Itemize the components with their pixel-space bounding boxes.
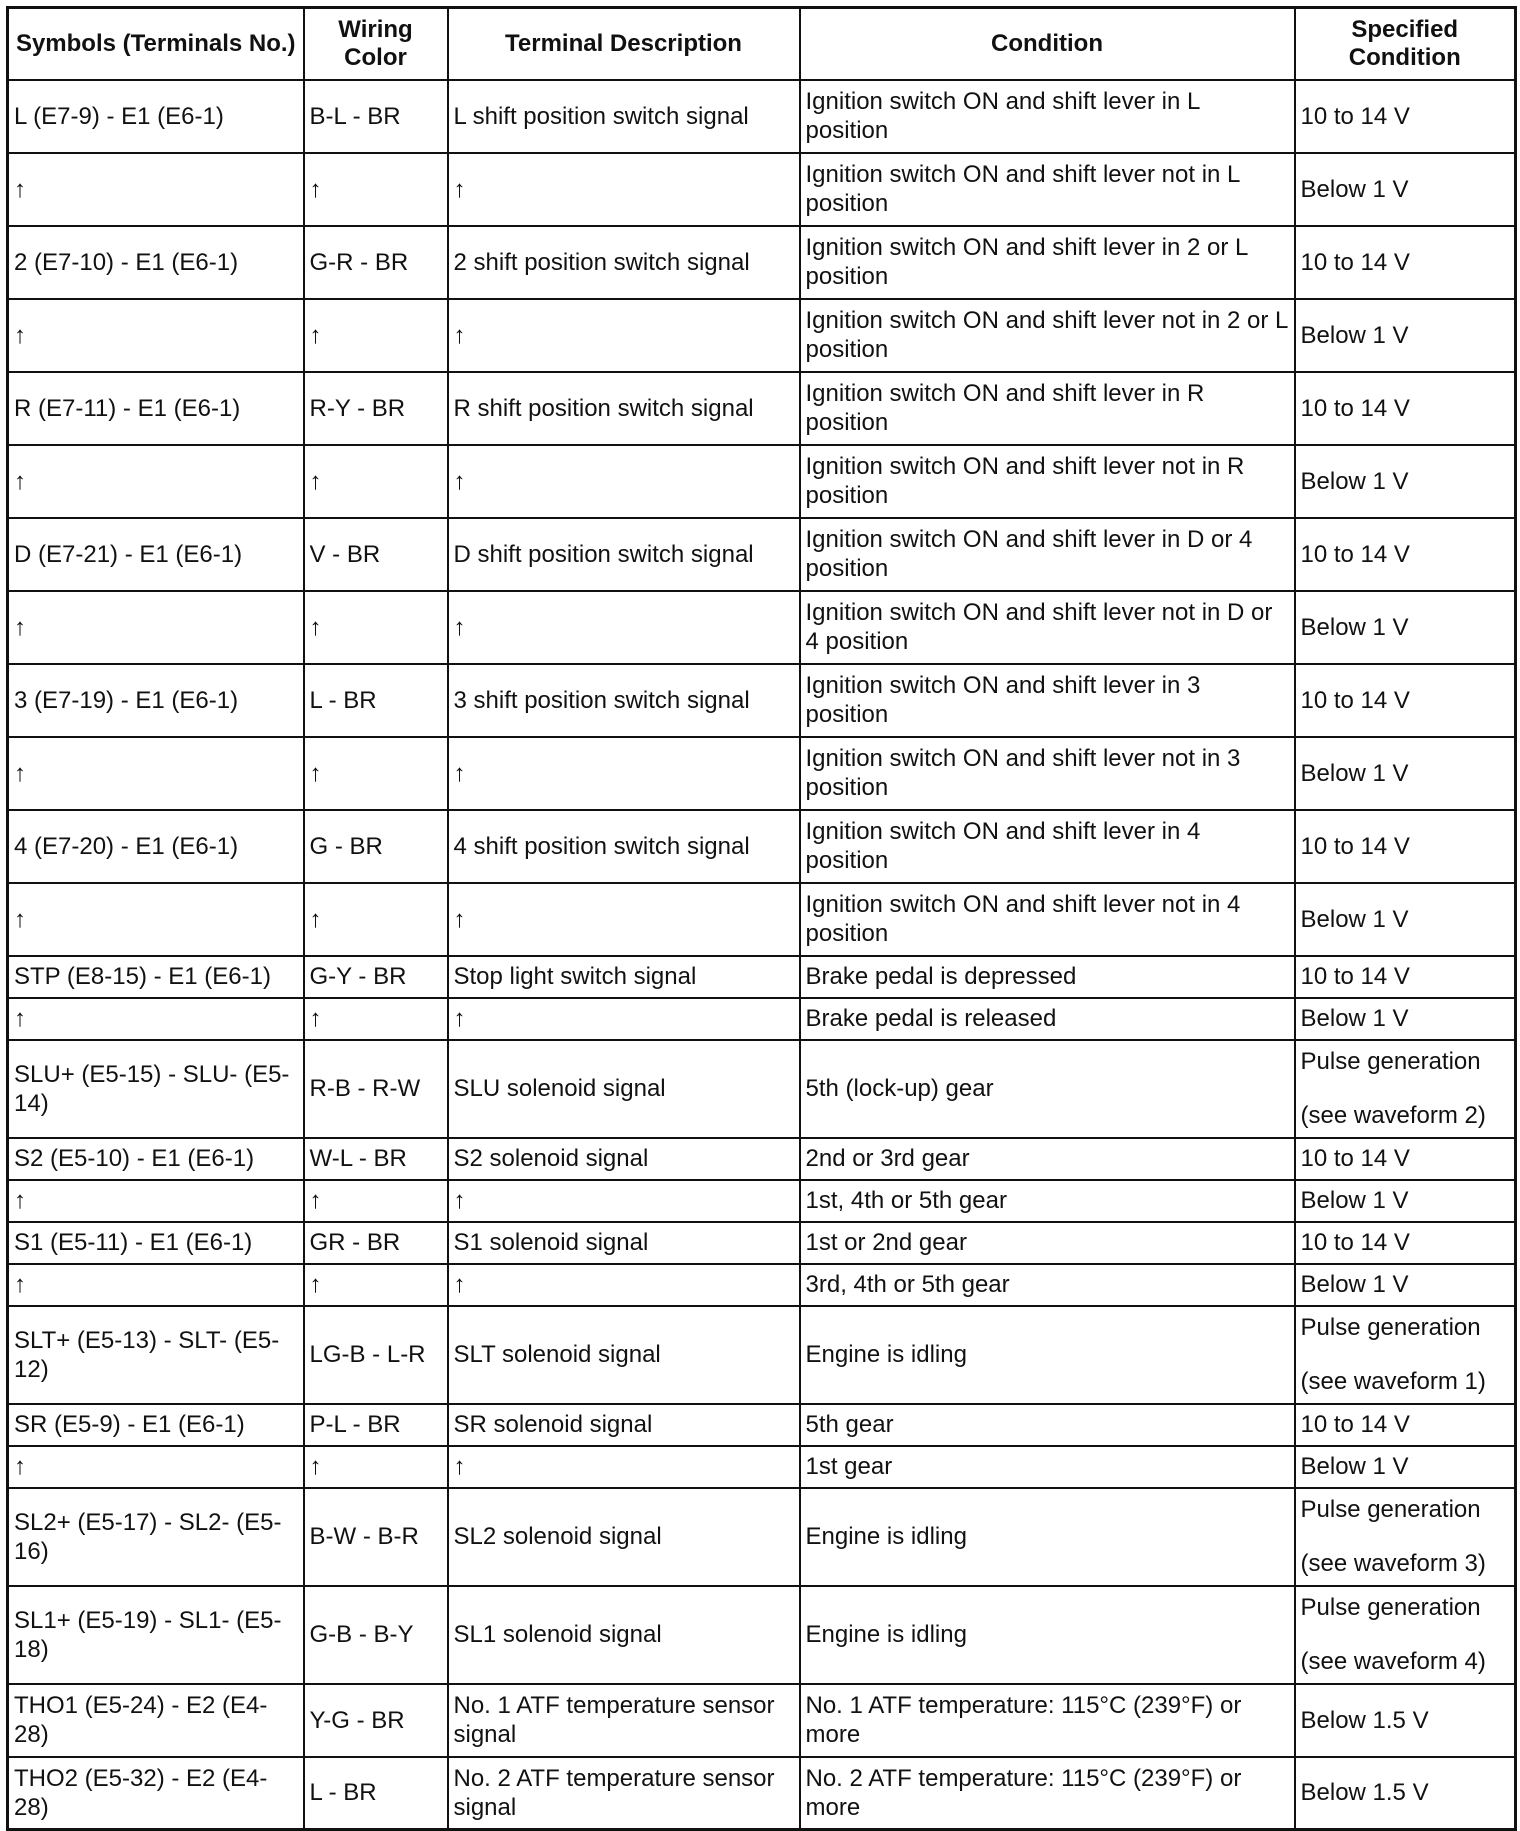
table-row [8, 518, 1516, 591]
cell-condition: Ignition switch ON and shift lever in L position [800, 80, 1295, 153]
cell-description: R shift position switch signal [448, 372, 800, 445]
header-row [8, 8, 1516, 80]
cell-wiring: L - BR [304, 664, 448, 737]
header-symbols: Symbols (Terminals No.) [8, 8, 304, 80]
cell-condition: Ignition switch ON and shift lever in D or 4 position [800, 518, 1295, 591]
cell-wiring: P-L - BR [304, 1404, 448, 1446]
cell-specified [1295, 1488, 1516, 1586]
table-row [8, 1306, 1516, 1404]
cell-wiring: ↑ [304, 998, 448, 1040]
cell-condition: Engine is idling [800, 1586, 1295, 1684]
cell-wiring: G-B - B-Y [304, 1586, 448, 1684]
table-row [8, 1264, 1516, 1306]
cell-condition: 5th (lock-up) gear [800, 1040, 1295, 1138]
table-row [8, 80, 1516, 153]
table-row [8, 998, 1516, 1040]
cell-specified: 10 to 14 V [1295, 1138, 1516, 1180]
cell-symbols: S1 (E5-11) - E1 (E6-1) [8, 1222, 304, 1264]
cell-specified: Below 1 V [1295, 445, 1516, 518]
cell-condition: No. 1 ATF temperature: 115°C (239°F) or more [800, 1684, 1295, 1757]
cell-wiring: ↑ [304, 445, 448, 518]
cell-condition: 2nd or 3rd gear [800, 1138, 1295, 1180]
cell-symbols: STP (E8-15) - E1 (E6-1) [8, 956, 304, 998]
cell-symbols: S2 (E5-10) - E1 (E6-1) [8, 1138, 304, 1180]
table-row [8, 1488, 1516, 1586]
cell-symbols: ↑ [8, 883, 304, 956]
cell-specified: Below 1 V [1295, 998, 1516, 1040]
ecm-terminal-table [6, 6, 1517, 1831]
cell-condition: Ignition switch ON and shift lever in 3 position [800, 664, 1295, 737]
table-row [8, 1138, 1516, 1180]
cell-description: ↑ [448, 591, 800, 664]
cell-symbols: 3 (E7-19) - E1 (E6-1) [8, 664, 304, 737]
cell-specified: 10 to 14 V [1295, 1404, 1516, 1446]
cell-wiring: ↑ [304, 883, 448, 956]
specified-line-1: Pulse generation [1300, 1496, 1481, 1523]
cell-condition: Ignition switch ON and shift lever not in 4 position [800, 883, 1295, 956]
cell-condition: Ignition switch ON and shift lever in 2 or L position [800, 226, 1295, 299]
cell-specified: Below 1 V [1295, 299, 1516, 372]
cell-description: 3 shift position switch signal [448, 664, 800, 737]
table-row [8, 1222, 1516, 1264]
cell-condition: Ignition switch ON and shift lever in 4 position [800, 810, 1295, 883]
cell-symbols: D (E7-21) - E1 (E6-1) [8, 518, 304, 591]
cell-symbols: ↑ [8, 445, 304, 518]
cell-condition: Ignition switch ON and shift lever not in L position [800, 153, 1295, 226]
cell-wiring: G - BR [304, 810, 448, 883]
cell-condition: 3rd, 4th or 5th gear [800, 1264, 1295, 1306]
cell-description: ↑ [448, 1264, 800, 1306]
cell-description: No. 1 ATF temperature sensor signal [448, 1684, 800, 1757]
cell-symbols: THO1 (E5-24) - E2 (E4-28) [8, 1684, 304, 1757]
cell-symbols: ↑ [8, 1446, 304, 1488]
cell-condition: Ignition switch ON and shift lever not in 2 or L position [800, 299, 1295, 372]
cell-specified: 10 to 14 V [1295, 80, 1516, 153]
cell-condition: Brake pedal is released [800, 998, 1295, 1040]
cell-specified: Below 1 V [1295, 153, 1516, 226]
cell-wiring: R-B - R-W [304, 1040, 448, 1138]
cell-specified: Below 1 V [1295, 883, 1516, 956]
cell-specified: 10 to 14 V [1295, 518, 1516, 591]
table-row [8, 299, 1516, 372]
table-row [8, 1757, 1516, 1830]
cell-symbols: R (E7-11) - E1 (E6-1) [8, 372, 304, 445]
cell-wiring: B-W - B-R [304, 1488, 448, 1586]
table-row [8, 591, 1516, 664]
cell-specified: Below 1.5 V [1295, 1684, 1516, 1757]
cell-condition: Ignition switch ON and shift lever in R position [800, 372, 1295, 445]
cell-condition: Ignition switch ON and shift lever not in D or 4 position [800, 591, 1295, 664]
cell-wiring: GR - BR [304, 1222, 448, 1264]
cell-specified: Below 1 V [1295, 1264, 1516, 1306]
cell-symbols: ↑ [8, 153, 304, 226]
cell-description: SL1 solenoid signal [448, 1586, 800, 1684]
cell-condition: Ignition switch ON and shift lever not in R position [800, 445, 1295, 518]
cell-wiring: L - BR [304, 1757, 448, 1830]
cell-wiring: ↑ [304, 299, 448, 372]
cell-wiring: ↑ [304, 1446, 448, 1488]
cell-wiring: LG-B - L-R [304, 1306, 448, 1404]
table-row [8, 737, 1516, 810]
cell-specified: 10 to 14 V [1295, 226, 1516, 299]
cell-specified: 10 to 14 V [1295, 810, 1516, 883]
cell-description: SR solenoid signal [448, 1404, 800, 1446]
cell-symbols: ↑ [8, 1264, 304, 1306]
cell-description: SLU solenoid signal [448, 1040, 800, 1138]
table-row [8, 372, 1516, 445]
cell-description: ↑ [448, 883, 800, 956]
cell-symbols: 2 (E7-10) - E1 (E6-1) [8, 226, 304, 299]
cell-wiring: ↑ [304, 1180, 448, 1222]
table-row [8, 883, 1516, 956]
cell-symbols: SL1+ (E5-19) - SL1- (E5-18) [8, 1586, 304, 1684]
cell-specified [1295, 1040, 1516, 1138]
cell-description: 2 shift position switch signal [448, 226, 800, 299]
specified-line-2: (see waveform 4) [1300, 1648, 1486, 1675]
cell-symbols: ↑ [8, 1180, 304, 1222]
cell-description: ↑ [448, 1180, 800, 1222]
cell-specified [1295, 1586, 1516, 1684]
cell-wiring: R-Y - BR [304, 372, 448, 445]
cell-wiring: G-Y - BR [304, 956, 448, 998]
cell-condition: 1st or 2nd gear [800, 1222, 1295, 1264]
table-row [8, 664, 1516, 737]
cell-description: ↑ [448, 445, 800, 518]
cell-wiring: W-L - BR [304, 1138, 448, 1180]
cell-description: ↑ [448, 1446, 800, 1488]
cell-symbols: SL2+ (E5-17) - SL2- (E5-16) [8, 1488, 304, 1586]
table-row [8, 1586, 1516, 1684]
cell-symbols: ↑ [8, 998, 304, 1040]
specified-line-2: (see waveform 3) [1300, 1550, 1486, 1577]
cell-description: Stop light switch signal [448, 956, 800, 998]
cell-specified: Below 1 V [1295, 1180, 1516, 1222]
specified-line-1: Pulse generation [1300, 1314, 1481, 1341]
cell-condition: No. 2 ATF temperature: 115°C (239°F) or more [800, 1757, 1295, 1830]
cell-wiring: B-L - BR [304, 80, 448, 153]
table-row [8, 1040, 1516, 1138]
cell-description: ↑ [448, 153, 800, 226]
cell-description: ↑ [448, 299, 800, 372]
cell-condition: 1st, 4th or 5th gear [800, 1180, 1295, 1222]
cell-description: SL2 solenoid signal [448, 1488, 800, 1586]
cell-wiring: ↑ [304, 591, 448, 664]
cell-wiring: V - BR [304, 518, 448, 591]
cell-description: S1 solenoid signal [448, 1222, 800, 1264]
cell-symbols: SR (E5-9) - E1 (E6-1) [8, 1404, 304, 1446]
cell-description: 4 shift position switch signal [448, 810, 800, 883]
cell-specified: 10 to 14 V [1295, 372, 1516, 445]
cell-description: L shift position switch signal [448, 80, 800, 153]
cell-symbols: ↑ [8, 737, 304, 810]
cell-condition: 1st gear [800, 1446, 1295, 1488]
cell-wiring: ↑ [304, 737, 448, 810]
cell-description: SLT solenoid signal [448, 1306, 800, 1404]
cell-condition: Ignition switch ON and shift lever not in 3 position [800, 737, 1295, 810]
table-row [8, 810, 1516, 883]
terminal-table-container [6, 6, 1517, 1831]
table-row [8, 1446, 1516, 1488]
table-row [8, 1404, 1516, 1446]
specified-line-1: Pulse generation [1300, 1594, 1481, 1621]
cell-description: ↑ [448, 737, 800, 810]
table-row [8, 445, 1516, 518]
cell-description: D shift position switch signal [448, 518, 800, 591]
cell-wiring: G-R - BR [304, 226, 448, 299]
cell-specified: Below 1 V [1295, 737, 1516, 810]
cell-symbols: ↑ [8, 591, 304, 664]
cell-specified: 10 to 14 V [1295, 956, 1516, 998]
cell-symbols: 4 (E7-20) - E1 (E6-1) [8, 810, 304, 883]
cell-wiring: Y-G - BR [304, 1684, 448, 1757]
table-row [8, 226, 1516, 299]
cell-symbols: SLU+ (E5-15) - SLU- (E5-14) [8, 1040, 304, 1138]
cell-specified [1295, 1306, 1516, 1404]
cell-symbols: L (E7-9) - E1 (E6-1) [8, 80, 304, 153]
cell-specified: Below 1 V [1295, 591, 1516, 664]
header-terminal-description: Terminal Description [448, 8, 800, 80]
cell-specified: 10 to 14 V [1295, 664, 1516, 737]
specified-line-1: Pulse generation [1300, 1048, 1481, 1075]
cell-symbols: ↑ [8, 299, 304, 372]
header-wiring-color: Wiring Color [304, 8, 448, 80]
cell-specified: Below 1.5 V [1295, 1757, 1516, 1830]
cell-wiring: ↑ [304, 153, 448, 226]
cell-condition: Engine is idling [800, 1488, 1295, 1586]
specified-line-2: (see waveform 1) [1300, 1368, 1486, 1395]
header-condition: Condition [800, 8, 1295, 80]
specified-line-2: (see waveform 2) [1300, 1102, 1486, 1129]
cell-condition: Engine is idling [800, 1306, 1295, 1404]
table-row [8, 1180, 1516, 1222]
cell-description: No. 2 ATF temperature sensor signal [448, 1757, 800, 1830]
cell-description: ↑ [448, 998, 800, 1040]
cell-wiring: ↑ [304, 1264, 448, 1306]
cell-symbols: THO2 (E5-32) - E2 (E4-28) [8, 1757, 304, 1830]
table-row [8, 1684, 1516, 1757]
cell-condition: 5th gear [800, 1404, 1295, 1446]
cell-condition: Brake pedal is depressed [800, 956, 1295, 998]
cell-specified: 10 to 14 V [1295, 1222, 1516, 1264]
cell-specified: Below 1 V [1295, 1446, 1516, 1488]
table-row [8, 153, 1516, 226]
cell-description: S2 solenoid signal [448, 1138, 800, 1180]
table-row [8, 956, 1516, 998]
cell-symbols: SLT+ (E5-13) - SLT- (E5-12) [8, 1306, 304, 1404]
header-specified-condition: Specified Condition [1295, 8, 1516, 80]
